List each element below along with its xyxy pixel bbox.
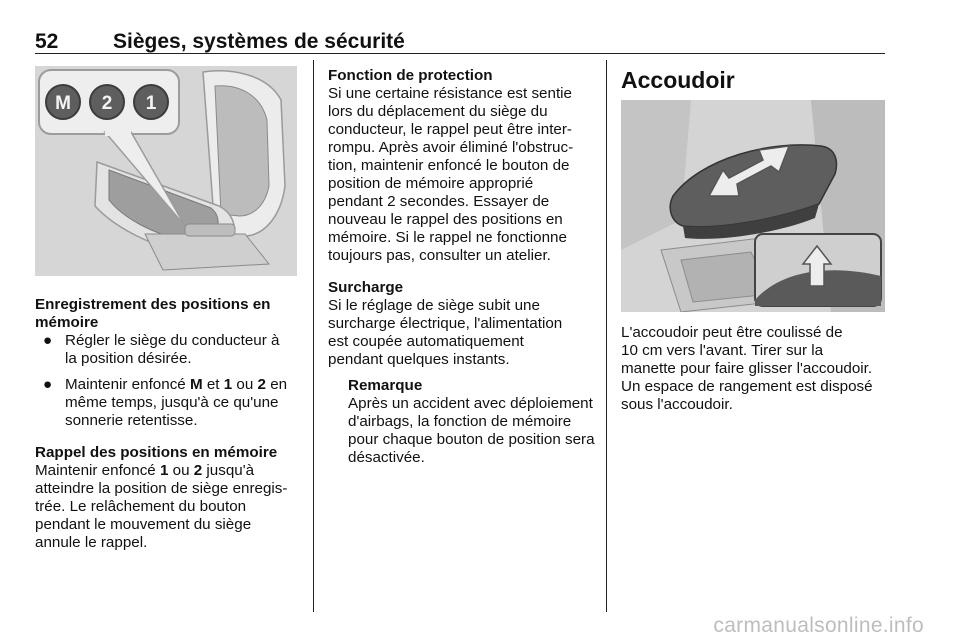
text-line: est coupée automatiquement xyxy=(328,333,524,350)
armrest-description xyxy=(621,324,889,414)
page-header xyxy=(35,30,885,54)
section-heading-memory-store-1: Enregistrement des positions en xyxy=(35,296,271,313)
section-heading-overload: Surcharge xyxy=(328,279,404,296)
list-item xyxy=(35,376,305,430)
text-line: sous l'accoudoir. xyxy=(621,396,733,413)
text-line: Maintenir enfoncé 1 ou 2 jusqu'à xyxy=(35,462,255,479)
text-line: tion, maintenir enfoncé le bouton de xyxy=(328,157,570,174)
list-item xyxy=(35,332,305,368)
text-line: la position désirée. xyxy=(65,350,192,367)
note-box xyxy=(328,377,600,467)
section-title-armrest: Accoudoir xyxy=(621,67,735,93)
memory-button-2: 2 xyxy=(101,93,113,114)
text-line: pour chaque bouton de position sera xyxy=(348,431,595,448)
text-line: rompu. Après avoir éliminé l'obstruc- xyxy=(328,139,574,156)
text-line: manette pour faire glisser l'accoudoir. xyxy=(621,360,873,377)
text-line: annule le rappel. xyxy=(35,534,148,551)
text-line: sonnerie retentisse. xyxy=(65,412,198,429)
section-heading-memory-recall: Rappel des positions en mémoire xyxy=(35,444,278,461)
text-line: pendant 2 secondes. Essayer de xyxy=(328,193,550,210)
page-number: 52 xyxy=(35,30,59,53)
text-line: d'airbags, la fonction de mémoire xyxy=(348,413,572,430)
text-line: Si le réglage de siège subit une xyxy=(328,297,540,314)
text-line: pendant le mouvement du siège xyxy=(35,516,252,533)
text-line: L'accoudoir peut être coulissé de xyxy=(621,324,843,341)
text-line: atteindre la position de siège enregis- xyxy=(35,480,288,497)
text-line: surcharge électrique, l'alimentation xyxy=(328,315,563,332)
memory-button-m: M xyxy=(55,93,71,114)
armrest-illustration xyxy=(621,100,885,312)
text-line: trée. Le relâchement du bouton xyxy=(35,498,247,515)
text-line: désactivée. xyxy=(348,449,425,466)
text-line: même temps, jusqu'à ce qu'une xyxy=(65,394,279,411)
note-heading: Remarque xyxy=(348,377,423,394)
seat-memory-illustration xyxy=(35,66,297,276)
text-line: Si une certaine résistance est sentie xyxy=(328,85,572,102)
text-line: toujours pas, consulter un atelier. xyxy=(328,247,551,264)
text-line: lors du déplacement du siège du xyxy=(328,103,548,120)
text-line: Un espace de rangement est disposé xyxy=(621,378,873,395)
bullet-icon: ● xyxy=(43,376,53,393)
memory-button-1: 1 xyxy=(145,93,157,114)
middle-column xyxy=(328,67,600,467)
watermark: carmanualsonline.info xyxy=(713,614,924,637)
text-line: Maintenir enfoncé M et 1 ou 2 en xyxy=(65,376,288,393)
section-heading-protection: Fonction de protection xyxy=(328,67,493,84)
text-line: mémoire. Si le rappel ne fonctionne xyxy=(328,229,567,246)
section-heading-memory-store-2: mémoire xyxy=(35,314,99,331)
instruction-list xyxy=(35,332,305,430)
text-line: pendant quelques instants. xyxy=(328,351,510,368)
page-title: Sièges, systèmes de sécurité xyxy=(113,30,405,53)
header-divider xyxy=(35,53,885,54)
column-divider-2 xyxy=(606,60,607,612)
bullet-icon: ● xyxy=(43,332,53,349)
text-line: conducteur, le rappel peut être inter- xyxy=(328,121,572,138)
text-line: position de mémoire approprié xyxy=(328,175,534,192)
text-line: 10 cm vers l'avant. Tirer sur la xyxy=(621,342,824,359)
column-divider-1 xyxy=(313,60,314,612)
text-line: Après un accident avec déploiement xyxy=(348,395,593,412)
left-column xyxy=(35,296,305,552)
text-line: Régler le siège du conducteur à xyxy=(65,332,280,349)
text-line: nouveau le rappel des positions en xyxy=(328,211,563,228)
